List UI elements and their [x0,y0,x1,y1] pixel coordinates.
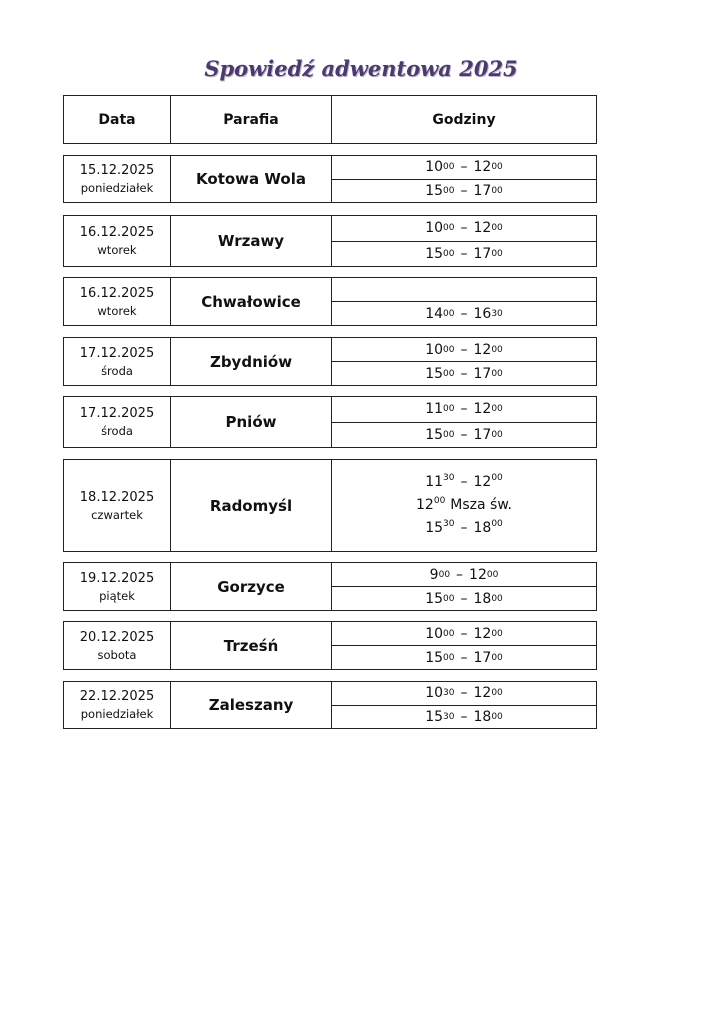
hours-cell [332,278,596,325]
time-slot: 11 00 – 12 00 [425,401,503,418]
time-dash: – [460,245,468,262]
page-title: Spowiedź adwentowa 2025 [204,56,518,81]
start-hour: 15 [425,590,444,607]
time-dash: – [460,474,468,490]
time-slot: 15 00 – 18 00 [332,586,596,610]
header-parish: Parafia [171,96,332,143]
start-hour: 15 [425,245,444,262]
time-dash: – [460,159,468,176]
start-hour: 11 [425,474,444,490]
end-hour: 12 [473,401,492,418]
end-minutes: 00 [491,473,503,483]
end-hour: 12 [473,685,492,702]
weekday-text: sobota [97,647,137,662]
hours-cell [332,460,596,551]
start-hour: 15 [425,649,444,666]
end-hour: 18 [473,520,492,536]
end-hour: 17 [473,365,492,382]
hours-list [332,460,596,551]
date-text: 16.12.2025 [79,225,155,240]
start-hour: 10 [425,159,444,176]
time-slot: 10 00 – 12 00 [425,341,503,358]
end-hour: 18 [473,590,492,607]
parish-cell: Chwałowice [171,278,332,325]
table-row [63,337,597,386]
time-slot: 10 00 – 12 00 [425,625,503,642]
parish-cell: Zaleszany [171,682,332,728]
date-cell [64,682,171,728]
time-slot: 10 00 – 12 00 [425,159,503,176]
parish-cell: Wrzawy [171,216,332,266]
time-dash: – [460,341,468,358]
time-slot [332,278,596,301]
time-slot: 15 00 – 17 00 [332,179,596,203]
time-dash: – [460,365,468,382]
date-cell [64,563,171,610]
end-hour: 12 [473,625,492,642]
date-text: 17.12.2025 [79,345,155,361]
time-dash: – [460,590,468,607]
time-slot: 14 00 – 16 30 [332,301,596,325]
time-dash: – [460,708,468,725]
start-hour: 9 [429,566,439,583]
time-slot: 10 00 – 12 00 [425,220,503,237]
hours-line [425,517,503,540]
date-text: 18.12.2025 [79,489,155,505]
time-slot: 10 30 – 12 00 [425,685,503,702]
weekday-text: środa [101,424,133,438]
parish-cell: Pniów [171,397,332,447]
time-dash: – [460,625,468,642]
time-slot: 15 00 – 17 00 [332,241,596,267]
hours-line [416,494,512,517]
time-dash: – [460,426,468,443]
start-hour: 14 [425,305,444,322]
table-header [63,95,597,144]
end-hour: 12 [469,566,487,583]
start-hour: 10 [425,341,444,358]
start-hour: 10 [425,625,444,642]
start-hour: 11 [425,401,444,418]
date-text: 22.12.2025 [79,689,155,704]
start-minutes: 30 [443,473,455,483]
parish-cell: Radomyśl [171,460,332,551]
parish-cell: Trześń [171,622,332,669]
header-date: Data [64,96,171,143]
time-dash: – [460,182,468,199]
end-hour: 17 [473,182,492,199]
parish-cell: Kotowa Wola [171,156,332,202]
start-hour: 15 [425,182,444,199]
end-hour: 18 [473,708,492,725]
start-hour: 15 [425,426,444,443]
time-slot: 15 00 – 17 00 [332,645,596,669]
start-hour: 15 [425,708,444,725]
end-hour: 12 [473,159,492,176]
weekday-text: piątek [99,588,135,603]
end-hour: 12 [473,341,492,358]
time-slot: 15 00 – 17 00 [332,422,596,448]
date-text: 16.12.2025 [79,285,155,301]
hours-cell [332,563,596,610]
time-dash: – [460,685,468,702]
table-row [63,621,597,670]
end-hour: 16 [473,305,492,322]
table-row [63,681,597,729]
date-cell [64,278,171,325]
parish-cell: Gorzyce [171,563,332,610]
table-row [63,155,597,203]
hours-cell [332,216,596,266]
weekday-text: poniedziałek [80,707,154,721]
date-cell [64,216,171,266]
start-hour: 10 [425,685,444,702]
table-row [63,215,597,267]
time-slot: 15 30 – 18 00 [332,705,596,729]
hours-cell [332,338,596,385]
time-dash: – [460,401,468,418]
hours-cell [332,622,596,669]
time-note: Msza św. [450,497,512,513]
hours-cell [332,397,596,447]
end-hour: 12 [473,220,492,237]
hours-cell [332,682,596,728]
date-cell [64,156,171,202]
start-hour: 12 [416,497,434,513]
table-row [63,396,597,448]
date-text: 17.12.2025 [79,406,155,421]
header-hours: Godziny [432,111,496,128]
end-hour: 12 [473,474,492,490]
parish-cell: Zbydniów [171,338,332,385]
end-hour: 17 [473,649,492,666]
time-slot: 9 00 – 12 00 [429,566,499,583]
start-minutes: 30 [443,519,455,529]
end-minutes: 00 [491,519,503,529]
time-slot: 15 00 – 17 00 [332,361,596,385]
end-hour: 17 [473,426,492,443]
time-dash: – [460,520,468,536]
weekday-text: wtorek [97,303,137,318]
start-hour: 15 [425,520,444,536]
weekday-text: czwartek [91,507,143,522]
weekday-text: poniedziałek [80,181,154,195]
time-dash: – [460,305,468,322]
date-cell [64,460,171,551]
hours-line [425,471,503,494]
start-hour: 10 [425,220,444,237]
hours-cell [332,156,596,202]
time-dash: – [456,566,464,583]
start-minutes: 00 [433,496,446,506]
end-hour: 17 [473,245,492,262]
date-cell [64,622,171,669]
table-row [63,562,597,611]
date-text: 15.12.2025 [79,163,155,178]
start-hour: 15 [425,365,444,382]
time-dash: – [460,649,468,666]
date-text: 20.12.2025 [79,629,155,645]
table-row [63,459,597,552]
weekday-text: wtorek [97,243,137,257]
table-row [63,277,597,326]
date-text: 19.12.2025 [79,570,155,586]
date-cell [64,397,171,447]
weekday-text: środa [101,363,133,378]
date-cell [64,338,171,385]
time-dash: – [460,220,468,237]
